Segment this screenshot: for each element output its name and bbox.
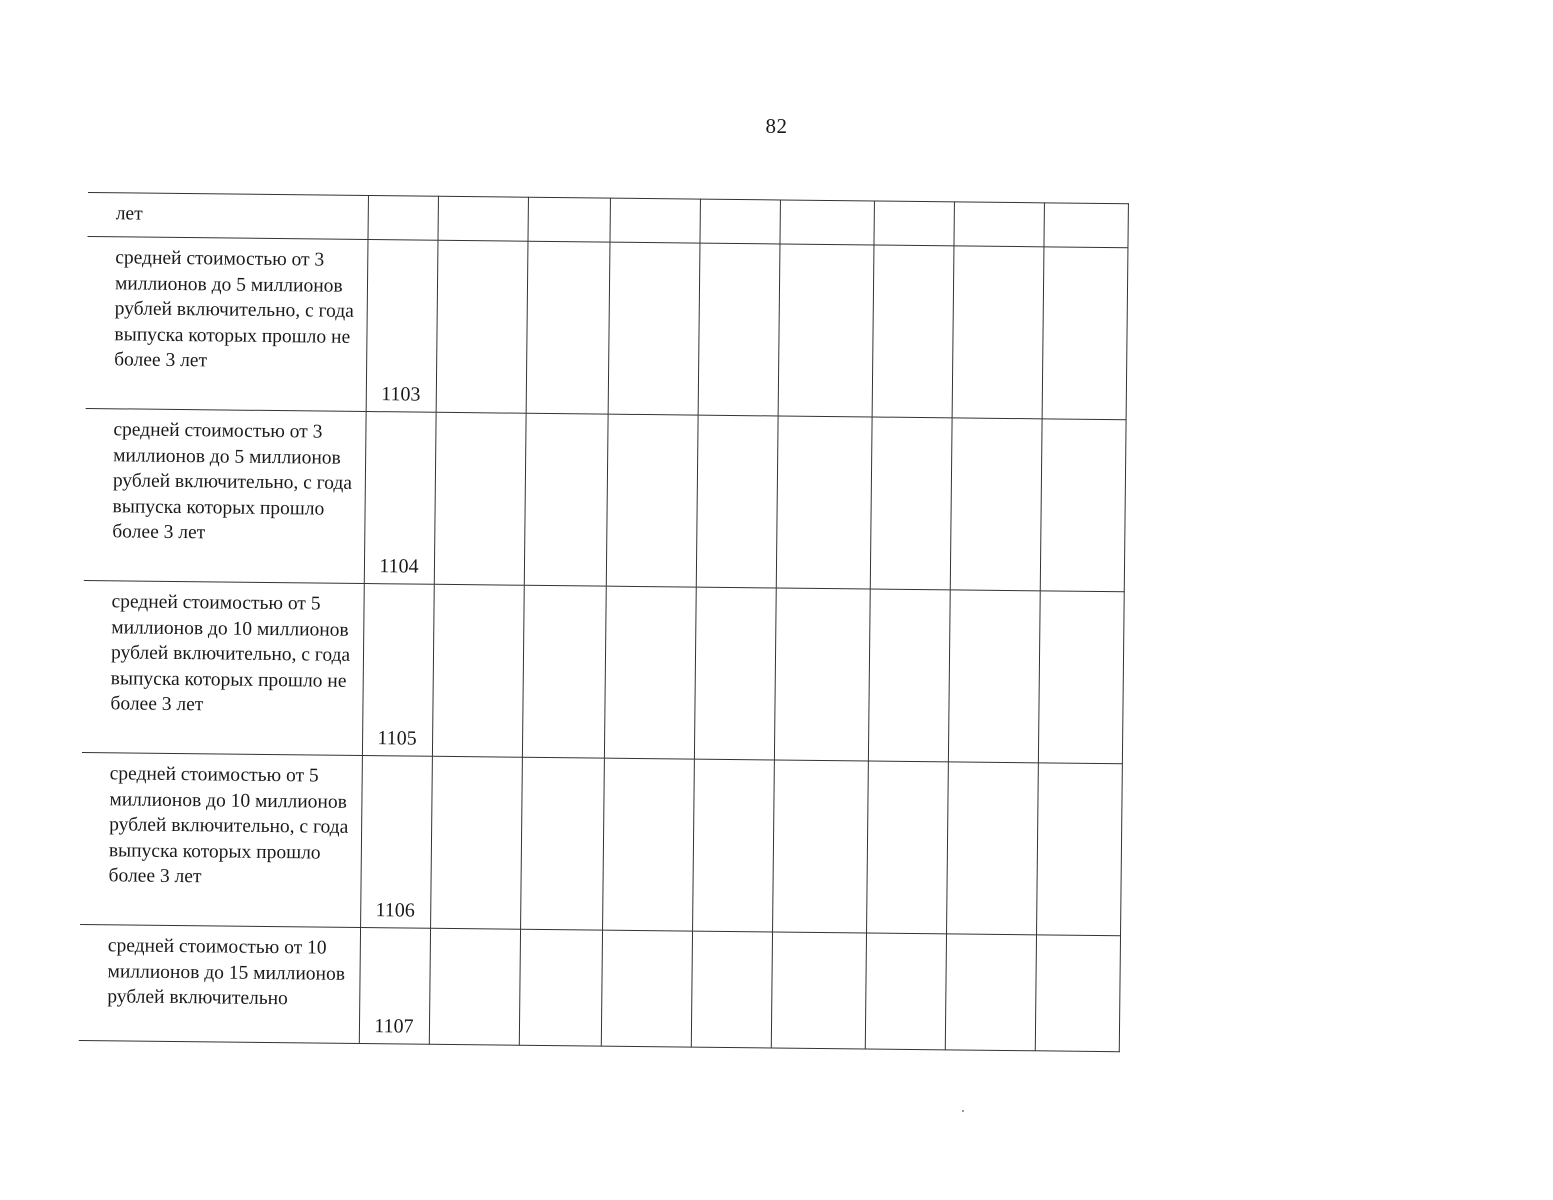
row-description: средней стоимостью от 5 миллионов до 10 миллионов рублей включительно, с года выпуска которых прошло более 3 лет	[80, 752, 362, 927]
empty-cell	[868, 589, 950, 762]
row-code: 1106	[360, 755, 432, 928]
empty-cell	[699, 199, 779, 244]
empty-cell	[946, 762, 1038, 935]
table-row	[82, 580, 1124, 763]
empty-cell	[866, 761, 948, 934]
row-code	[368, 196, 438, 241]
empty-cell	[1038, 591, 1124, 764]
empty-cell	[952, 246, 1044, 419]
empty-cell	[526, 241, 610, 414]
empty-cell	[520, 757, 604, 930]
empty-cell	[524, 413, 608, 586]
table-row	[84, 408, 1126, 591]
empty-cell	[779, 200, 873, 245]
empty-cell	[691, 931, 772, 1048]
empty-cell	[698, 243, 780, 416]
empty-cell	[948, 590, 1040, 763]
row-description: средней стоимостью от 10 миллионов до 15 миллионов рублей включительно	[79, 924, 360, 1043]
empty-cell	[945, 934, 1036, 1051]
empty-cell	[522, 585, 606, 758]
empty-cell	[1036, 763, 1122, 936]
empty-cell	[771, 932, 866, 1049]
empty-cell	[430, 756, 522, 929]
empty-cell	[694, 587, 776, 760]
empty-cell	[527, 197, 609, 242]
empty-cell	[608, 242, 700, 415]
row-code: 1104	[364, 412, 436, 585]
empty-cell	[436, 240, 528, 413]
row-description: средней стоимостью от 3 миллионов до 5 миллионов рублей включительно, с года выпуска которых прошло более 3 лет	[84, 408, 366, 583]
empty-cell	[429, 928, 520, 1045]
empty-cell	[519, 929, 602, 1046]
empty-cell	[604, 586, 696, 759]
empty-cell	[606, 414, 698, 587]
form-table-container	[79, 192, 1128, 1052]
empty-cell	[774, 588, 870, 761]
empty-cell	[953, 202, 1043, 247]
row-description: средней стоимостью от 3 миллионов до 5 миллионов рублей включительно, с года выпуска которых прошло не более 3 лет	[86, 236, 368, 411]
empty-cell	[776, 416, 872, 589]
empty-cell	[432, 584, 524, 757]
empty-cell	[692, 759, 774, 932]
empty-cell	[870, 417, 952, 590]
empty-cell	[772, 760, 868, 933]
row-description: средней стоимостью от 5 миллионов до 10 миллионов рублей включительно, с года выпуска которых прошло не более 3 лет	[82, 580, 364, 755]
empty-cell	[601, 930, 692, 1047]
table-row	[79, 924, 1120, 1051]
empty-cell	[865, 933, 946, 1050]
form-table	[79, 192, 1129, 1052]
empty-cell	[873, 201, 953, 246]
row-code: 1105	[362, 584, 434, 757]
empty-cell	[1042, 247, 1128, 420]
row-code: 1103	[366, 240, 438, 413]
empty-cell	[696, 415, 778, 588]
page-number: 82	[765, 114, 788, 138]
empty-cell	[609, 198, 699, 243]
empty-cell	[872, 245, 954, 418]
empty-cell	[1035, 935, 1120, 1052]
table-row	[80, 752, 1122, 935]
empty-cell	[1043, 203, 1127, 248]
empty-cell	[1040, 419, 1126, 592]
row-description: лет	[88, 192, 368, 239]
empty-cell	[434, 412, 526, 585]
row-code: 1107	[359, 927, 430, 1044]
empty-cell	[950, 418, 1042, 591]
empty-cell	[602, 758, 694, 931]
table-row	[86, 236, 1128, 419]
scan-speck	[962, 1110, 964, 1112]
empty-cell	[437, 196, 527, 241]
empty-cell	[778, 244, 874, 417]
